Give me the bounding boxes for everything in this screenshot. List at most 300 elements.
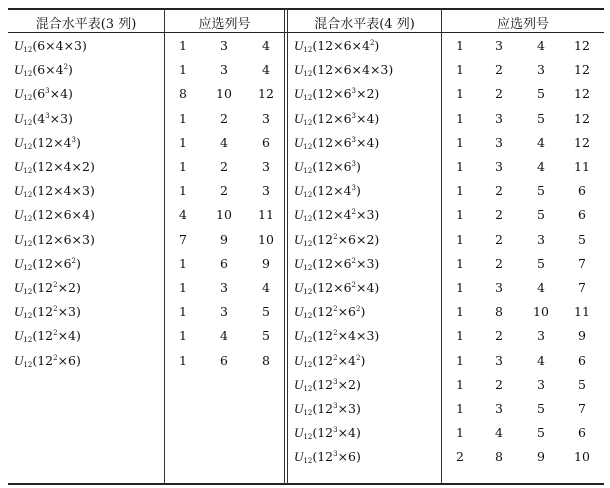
design-subscript: 12 — [303, 118, 313, 127]
column-number: 10 — [216, 207, 232, 223]
table-divider-b — [287, 8, 288, 484]
design-exponent: 2 — [333, 232, 338, 241]
design-letter: U — [14, 352, 24, 368]
design-factors-tail: ) — [360, 304, 366, 320]
column-number: 2 — [495, 328, 503, 344]
design-label — [14, 353, 81, 369]
design-factors: (12 — [32, 304, 54, 320]
design-label — [294, 111, 379, 127]
column-number: 7 — [578, 401, 586, 416]
column-number: 1 — [456, 328, 464, 344]
design-exponent: 2 — [53, 329, 58, 338]
left-header-columns: 应选列号 — [198, 17, 251, 32]
design-factors: (12 — [312, 449, 334, 465]
column-number: 2 — [220, 159, 228, 174]
column-number: 3 — [537, 62, 545, 78]
design-factors: (12 — [32, 328, 54, 344]
design-label — [14, 207, 95, 223]
column-number: 4 — [220, 328, 228, 344]
design-factors-tail: ×3) — [49, 110, 73, 126]
design-subscript: 12 — [303, 288, 313, 296]
design-exponent: 2 — [71, 256, 76, 265]
design-exponent: 3 — [71, 135, 76, 144]
design-label — [294, 256, 379, 272]
column-number: 1 — [456, 134, 464, 150]
column-number: 1 — [179, 134, 187, 150]
column-number: 12 — [574, 86, 590, 102]
design-label — [294, 62, 393, 78]
design-exponent: 2 — [351, 256, 356, 265]
column-number: 1 — [179, 352, 187, 368]
column-number: 1 — [456, 86, 464, 102]
column-number: 4 — [495, 425, 503, 441]
design-factors: (12 — [312, 328, 334, 344]
design-exponent: 2 — [333, 329, 338, 338]
column-number: 1 — [456, 38, 464, 53]
design-factors-tail: ) — [76, 255, 81, 271]
design-letter: U — [294, 304, 304, 320]
design-subscript: 12 — [303, 167, 313, 175]
column-number: 3 — [495, 134, 503, 150]
design-subscript: 12 — [23, 118, 33, 127]
design-factors: (12×4×2) — [32, 159, 95, 174]
design-factors: (12×4 — [312, 183, 352, 199]
column-number: 1 — [179, 183, 187, 199]
design-factors: (12×6×3) — [32, 231, 95, 247]
column-number: 1 — [456, 376, 464, 392]
design-factors: (12×6 — [312, 255, 352, 271]
design-letter: U — [294, 159, 304, 174]
design-subscript: 12 — [23, 191, 33, 200]
design-subscript: 12 — [303, 263, 313, 272]
design-letter: U — [14, 207, 24, 223]
design-letter: U — [14, 38, 24, 53]
column-number: 8 — [262, 352, 270, 368]
design-factors: (12×6×4) — [32, 207, 95, 223]
design-letter: U — [294, 110, 304, 126]
design-letter: U — [14, 134, 24, 150]
design-factors-tail: ) — [76, 134, 81, 150]
design-letter: U — [14, 183, 24, 199]
column-number: 8 — [495, 449, 503, 465]
design-letter: U — [14, 304, 24, 320]
column-number: 3 — [537, 231, 545, 247]
column-number: 3 — [262, 110, 270, 126]
design-factors: (12 — [312, 425, 334, 441]
column-number: 1 — [179, 255, 187, 271]
design-factors-tail: ×4) — [356, 110, 380, 126]
column-number: 1 — [456, 183, 464, 199]
column-number: 3 — [495, 38, 503, 53]
design-subscript: 12 — [23, 288, 33, 296]
column-number: 9 — [537, 449, 545, 465]
design-subscript: 12 — [23, 336, 33, 345]
design-label — [14, 135, 81, 151]
design-label — [14, 183, 95, 199]
design-subscript: 12 — [23, 167, 33, 175]
column-number: 4 — [537, 352, 545, 368]
column-number: 10 — [533, 304, 549, 320]
design-factors: (12 — [312, 376, 334, 392]
column-number: 8 — [495, 304, 503, 320]
design-label — [14, 86, 73, 102]
column-number: 1 — [179, 159, 187, 174]
design-exponent: 3 — [351, 111, 356, 120]
design-factors-tail: ×3) — [337, 401, 361, 416]
design-letter: U — [294, 62, 304, 78]
column-number: 11 — [574, 304, 590, 320]
column-number: 10 — [574, 449, 590, 465]
design-label — [14, 62, 73, 78]
design-factors-tail: ×4×3) — [337, 328, 380, 344]
design-letter: U — [294, 280, 304, 295]
column-number: 1 — [456, 425, 464, 441]
design-exponent: 2 — [53, 353, 58, 362]
design-exponent: 2 — [333, 305, 338, 314]
column-number: 6 — [578, 207, 586, 223]
column-number: 2 — [220, 110, 228, 126]
design-subscript: 12 — [303, 191, 313, 200]
design-subscript: 12 — [303, 360, 313, 369]
design-letter: U — [14, 110, 24, 126]
column-number: 1 — [179, 304, 187, 320]
column-number: 12 — [574, 62, 590, 78]
column-number: 2 — [495, 231, 503, 247]
design-subscript: 12 — [23, 142, 33, 151]
design-letter: U — [294, 86, 304, 102]
design-factors: (12×6 — [312, 159, 352, 174]
design-label — [14, 256, 81, 272]
design-factors-tail: ×6 — [337, 304, 357, 320]
design-subscript: 12 — [303, 142, 313, 151]
design-factors: (12×4 — [32, 134, 72, 150]
design-factors: (12×6 — [312, 86, 352, 102]
design-label — [294, 353, 365, 369]
column-number: 5 — [537, 110, 545, 126]
column-number: 4 — [537, 134, 545, 150]
design-letter: U — [14, 86, 24, 102]
design-factors-tail: ×4) — [57, 328, 81, 344]
left-header-design: 混合水平表(3 列) — [35, 17, 137, 32]
design-subscript: 12 — [303, 336, 313, 345]
column-number: 1 — [179, 62, 187, 78]
design-exponent: 3 — [351, 135, 356, 144]
right-header-columns: 应选列号 — [496, 17, 549, 32]
design-letter: U — [294, 352, 304, 368]
design-subscript: 12 — [303, 457, 313, 466]
column-number: 7 — [179, 231, 187, 247]
design-factors-tail: ) — [356, 183, 361, 199]
design-letter: U — [294, 425, 304, 441]
design-exponent: 3 — [333, 402, 338, 410]
design-exponent: 2 — [333, 353, 338, 362]
design-letter: U — [294, 255, 304, 271]
column-number: 5 — [537, 86, 545, 102]
design-exponent: 2 — [356, 305, 361, 314]
column-number: 5 — [537, 183, 545, 199]
column-number: 2 — [495, 207, 503, 223]
design-letter: U — [294, 231, 304, 247]
design-subscript: 12 — [23, 312, 33, 321]
column-number: 9 — [220, 231, 228, 247]
design-label — [294, 135, 379, 151]
design-subscript: 12 — [303, 409, 313, 417]
design-factors: (6 — [32, 86, 46, 102]
design-subscript: 12 — [303, 384, 313, 393]
design-factors: (12×6×4×3) — [312, 62, 394, 78]
design-label — [14, 38, 87, 54]
design-factors-tail: ×6) — [337, 449, 361, 465]
column-number: 4 — [537, 280, 545, 295]
design-subscript: 12 — [303, 239, 313, 248]
column-number: 12 — [574, 110, 590, 126]
column-number: 9 — [262, 255, 270, 271]
design-factors: (12 — [32, 280, 54, 295]
column-number: 12 — [574, 38, 590, 53]
right-col-divider — [441, 8, 442, 484]
design-label — [294, 280, 379, 296]
column-number: 3 — [495, 159, 503, 174]
design-factors: (12×6×4 — [312, 38, 370, 53]
right-header-design: 混合水平表(4 列) — [314, 17, 415, 32]
design-exponent: 2 — [356, 353, 361, 362]
design-factors: (12×4 — [312, 207, 352, 223]
column-number: 10 — [258, 231, 274, 247]
column-number: 1 — [456, 159, 464, 174]
design-label — [14, 304, 81, 320]
design-exponent: 2 — [53, 281, 58, 289]
design-letter: U — [294, 207, 304, 223]
column-number: 7 — [578, 280, 586, 295]
column-number: 1 — [179, 280, 187, 295]
top-rule — [8, 8, 604, 10]
column-number: 2 — [495, 62, 503, 78]
design-label — [294, 304, 365, 320]
column-number: 5 — [578, 231, 586, 247]
design-label — [294, 328, 379, 344]
design-label — [294, 449, 361, 465]
column-number: 3 — [495, 110, 503, 126]
header-rule — [8, 32, 604, 33]
design-factors: (12×6 — [312, 110, 352, 126]
column-number: 4 — [220, 134, 228, 150]
column-number: 2 — [495, 255, 503, 271]
design-factors: (12×4×3) — [32, 183, 95, 199]
design-letter: U — [294, 376, 304, 392]
design-factors-tail: ×3) — [356, 207, 380, 223]
design-factors-tail: ×2) — [337, 376, 361, 392]
column-number: 12 — [574, 134, 590, 150]
column-number: 12 — [258, 86, 274, 102]
design-factors: (6×4×3) — [32, 38, 87, 53]
column-number: 6 — [578, 425, 586, 441]
column-number: 4 — [537, 159, 545, 174]
design-exponent: 2 — [351, 208, 356, 217]
design-label — [294, 425, 361, 441]
design-factors-tail: ) — [68, 62, 73, 78]
design-exponent: 3 — [45, 111, 50, 120]
design-letter: U — [14, 231, 24, 247]
design-factors: (12×6 — [32, 255, 72, 271]
table-divider-a — [284, 8, 285, 484]
column-number: 1 — [456, 401, 464, 416]
design-letter: U — [294, 449, 304, 465]
design-exponent: 3 — [351, 184, 356, 193]
design-label — [14, 111, 73, 127]
bottom-rule — [8, 483, 604, 485]
design-factors-tail: ×4) — [49, 86, 73, 102]
design-letter: U — [294, 328, 304, 344]
design-letter: U — [14, 328, 24, 344]
design-subscript: 12 — [23, 239, 33, 248]
design-factors-tail: ×3) — [356, 255, 380, 271]
column-number: 3 — [495, 352, 503, 368]
column-number: 4 — [262, 280, 270, 295]
design-letter: U — [294, 134, 304, 150]
column-number: 1 — [456, 352, 464, 368]
column-number: 4 — [262, 62, 270, 78]
column-number: 6 — [578, 183, 586, 199]
column-number: 5 — [262, 304, 270, 320]
design-factors: (12×6 — [312, 134, 352, 150]
column-number: 8 — [179, 86, 187, 102]
design-label — [14, 280, 81, 296]
column-number: 4 — [537, 38, 545, 53]
design-factors-tail: ×6) — [57, 352, 81, 368]
design-subscript: 12 — [303, 433, 313, 442]
design-factors: (12 — [312, 304, 334, 320]
column-number: 2 — [495, 376, 503, 392]
design-subscript: 12 — [303, 94, 313, 103]
design-letter: U — [14, 159, 24, 174]
design-factors: (12 — [312, 231, 334, 247]
column-number: 5 — [537, 401, 545, 416]
column-number: 5 — [537, 255, 545, 271]
design-exponent: 3 — [333, 450, 338, 459]
column-number: 3 — [262, 183, 270, 199]
column-number: 5 — [262, 328, 270, 344]
design-subscript: 12 — [23, 46, 33, 54]
column-number: 3 — [262, 159, 270, 174]
column-number: 4 — [262, 38, 270, 53]
design-factors: (12×6 — [312, 280, 352, 295]
column-number: 5 — [578, 376, 586, 392]
design-letter: U — [294, 183, 304, 199]
design-subscript: 12 — [23, 215, 33, 224]
design-label — [294, 38, 379, 54]
design-factors: (4 — [32, 110, 46, 126]
design-factors-tail: ) — [360, 352, 366, 368]
column-number: 3 — [495, 401, 503, 416]
design-exponent: 3 — [333, 377, 338, 386]
design-letter: U — [294, 38, 304, 53]
design-label — [294, 207, 379, 223]
design-label — [14, 232, 95, 248]
column-number: 3 — [537, 376, 545, 392]
design-subscript: 12 — [23, 94, 33, 103]
column-number: 1 — [179, 328, 187, 344]
design-factors: (12 — [312, 352, 334, 368]
design-letter: U — [294, 401, 304, 416]
column-number: 3 — [220, 62, 228, 78]
design-label — [294, 377, 361, 393]
column-number: 2 — [495, 183, 503, 199]
design-subscript: 12 — [303, 46, 313, 54]
column-number: 1 — [456, 110, 464, 126]
column-number: 1 — [456, 62, 464, 78]
column-number: 1 — [456, 231, 464, 247]
design-factors: (6×4 — [32, 62, 64, 78]
design-subscript: 12 — [23, 263, 33, 272]
design-letter: U — [14, 280, 24, 295]
design-label — [14, 159, 95, 175]
column-number: 9 — [578, 328, 586, 344]
column-number: 1 — [456, 255, 464, 271]
design-exponent: 3 — [351, 87, 356, 96]
design-factors: (12 — [312, 401, 334, 416]
design-label — [14, 328, 81, 344]
column-number: 3 — [220, 304, 228, 320]
design-factors-tail: ×3) — [57, 304, 81, 320]
design-exponent: 2 — [351, 281, 356, 289]
column-number: 3 — [537, 328, 545, 344]
design-factors: (12 — [32, 352, 54, 368]
column-number: 4 — [179, 207, 187, 223]
column-number: 6 — [220, 352, 228, 368]
design-factors-tail: ×6×2) — [337, 231, 380, 247]
column-number: 1 — [179, 38, 187, 53]
design-exponent: 2 — [369, 39, 375, 47]
column-number: 6 — [262, 134, 270, 150]
design-letter: U — [14, 62, 24, 78]
column-number: 1 — [456, 280, 464, 295]
design-label — [294, 401, 361, 417]
design-subscript: 12 — [303, 312, 313, 321]
design-subscript: 12 — [23, 360, 33, 369]
design-subscript: 12 — [303, 215, 313, 224]
design-factors-tail: ×2) — [356, 86, 380, 102]
design-factors-tail: ×4) — [337, 425, 361, 441]
design-subscript: 12 — [23, 70, 33, 79]
design-exponent: 2 — [53, 305, 58, 314]
column-number: 1 — [179, 110, 187, 126]
design-factors-tail: ) — [356, 159, 361, 174]
design-exponent: 3 — [333, 426, 338, 435]
column-number: 6 — [578, 352, 586, 368]
column-number: 10 — [216, 86, 232, 102]
column-number: 11 — [574, 159, 590, 174]
design-label — [294, 232, 379, 248]
design-subscript: 12 — [303, 70, 313, 79]
column-number: 2 — [456, 449, 464, 465]
design-exponent: 3 — [45, 87, 50, 96]
design-exponent: 3 — [351, 160, 356, 168]
design-label — [294, 86, 379, 102]
column-number: 1 — [456, 207, 464, 223]
column-number: 11 — [258, 207, 274, 223]
design-factors-tail: ×2) — [57, 280, 81, 295]
column-number: 3 — [495, 280, 503, 295]
design-factors-tail: ) — [374, 38, 380, 53]
design-letter: U — [14, 255, 24, 271]
column-number: 5 — [537, 425, 545, 441]
design-factors-tail: ×4 — [337, 352, 357, 368]
design-factors-tail: ×4) — [356, 134, 380, 150]
column-number: 2 — [220, 183, 228, 199]
design-exponent: 2 — [63, 63, 69, 72]
column-number: 6 — [220, 255, 228, 271]
column-number: 3 — [220, 38, 228, 53]
